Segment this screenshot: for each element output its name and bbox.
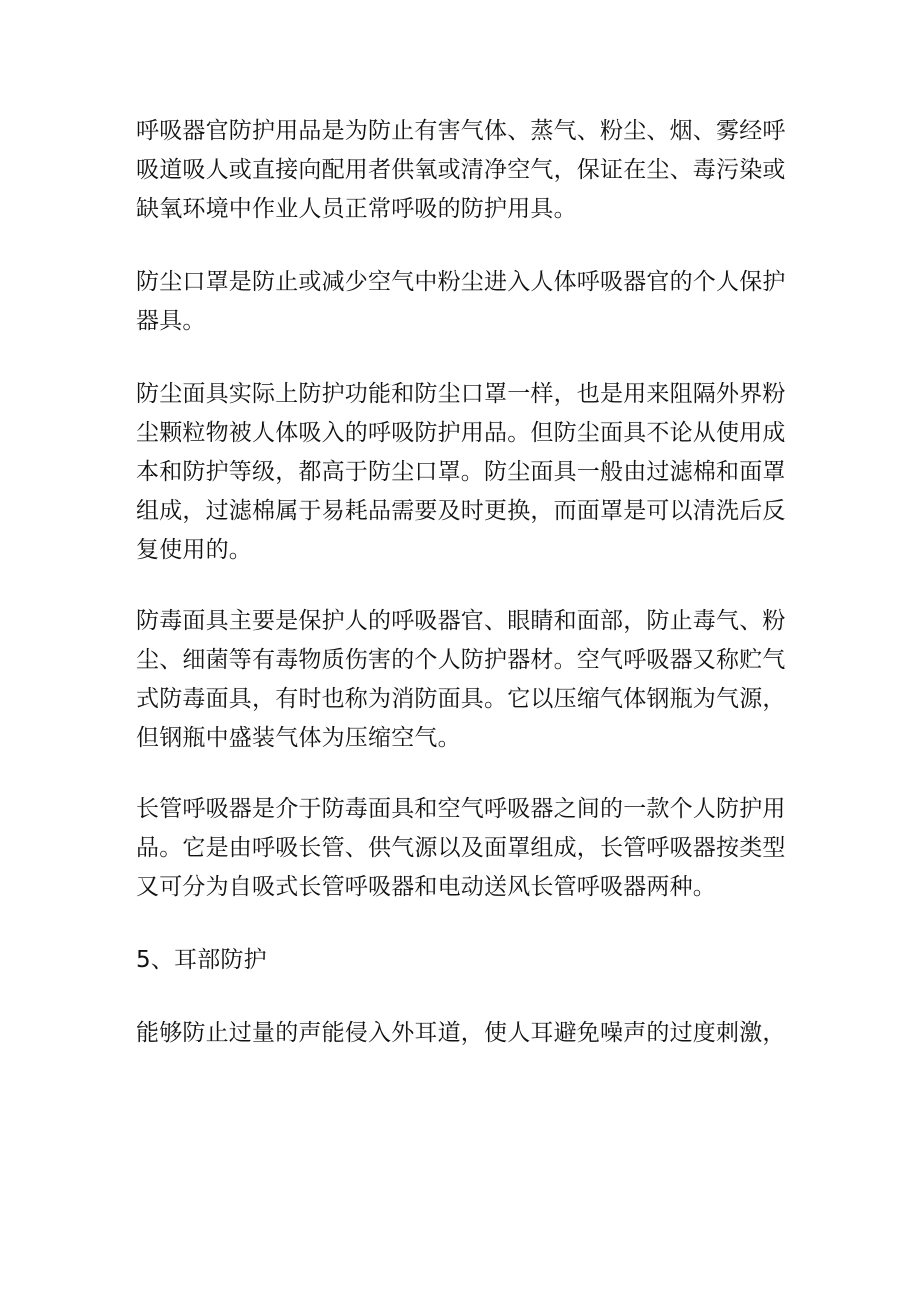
- text-line: 能够防止过量的声能侵入外耳道，使人耳避免噪声的过度刺激，: [136, 1020, 786, 1046]
- text-line: 器具。: [136, 308, 206, 334]
- text-line: 品。它是由呼吸长管、供气源以及面罩组成，长管呼吸器按类型: [136, 835, 786, 861]
- text-line: 尘颗粒物被人体吸入的呼吸防护用品。但防尘面具不论从使用成: [136, 420, 786, 446]
- text-line: 但钢瓶中盛装气体为压缩空气。: [136, 725, 461, 751]
- text-line: 防尘口罩是防止或减少空气中粉尘进入人体呼吸器官的个人保护: [136, 269, 786, 295]
- text-line: 又可分为自吸式长管呼吸器和电动送风长管呼吸器两种。: [136, 874, 716, 900]
- text-line: 长管呼吸器是介于防毒面具和空气呼吸器之间的一款个人防护用: [136, 796, 786, 822]
- text-line: 防毒面具主要是保护人的呼吸器官、眼睛和面部，防止毒气、粉: [136, 608, 786, 634]
- paragraph-spacer: [136, 907, 788, 941]
- text-line: 式防毒面具，有时也称为消防面具。它以压缩气体钢瓶为气源，: [136, 686, 786, 712]
- text-line: 尘、细菌等有毒物质伤害的个人防护器材。空气呼吸器又称贮气: [136, 647, 786, 673]
- paragraph-spacer: [136, 758, 788, 790]
- paragraph-spacer: [136, 980, 788, 1014]
- text-line: 本和防护等级，都高于防尘口罩。防尘面具一般由过滤棉和面罩: [136, 459, 786, 485]
- text-line: 5、耳部防护: [136, 947, 267, 973]
- document-page: [136, 112, 788, 1053]
- paragraph-dust-respirator: [136, 375, 788, 570]
- text-line: 缺氧环境中作业人员正常呼吸的防护用具。: [136, 196, 577, 222]
- paragraph-hose-respirator: [136, 790, 788, 907]
- paragraph-dust-mask: [136, 263, 788, 341]
- paragraph-spacer: [136, 570, 788, 602]
- paragraph-spacer: [136, 229, 788, 263]
- text-line: 吸道吸人或直接向配用者供氧或清净空气，保证在尘、毒污染或: [136, 157, 786, 183]
- text-line: 复使用的。: [136, 537, 252, 563]
- paragraph-spacer: [136, 341, 788, 375]
- text-line: 呼吸器官防护用品是为防止有害气体、蒸气、粉尘、烟、雾经呼: [136, 118, 786, 144]
- paragraph-ear-protection: [136, 1014, 788, 1053]
- text-line: 组成，过滤棉属于易耗品需要及时更换，而面罩是可以清洗后反: [136, 498, 786, 524]
- text-line: 防尘面具实际上防护功能和防尘口罩一样，也是用来阻隔外界粉: [136, 381, 786, 407]
- section-heading-ear-protection: [136, 941, 788, 980]
- paragraph-gas-mask: [136, 602, 788, 758]
- paragraph-respiratory-protection: [136, 112, 788, 229]
